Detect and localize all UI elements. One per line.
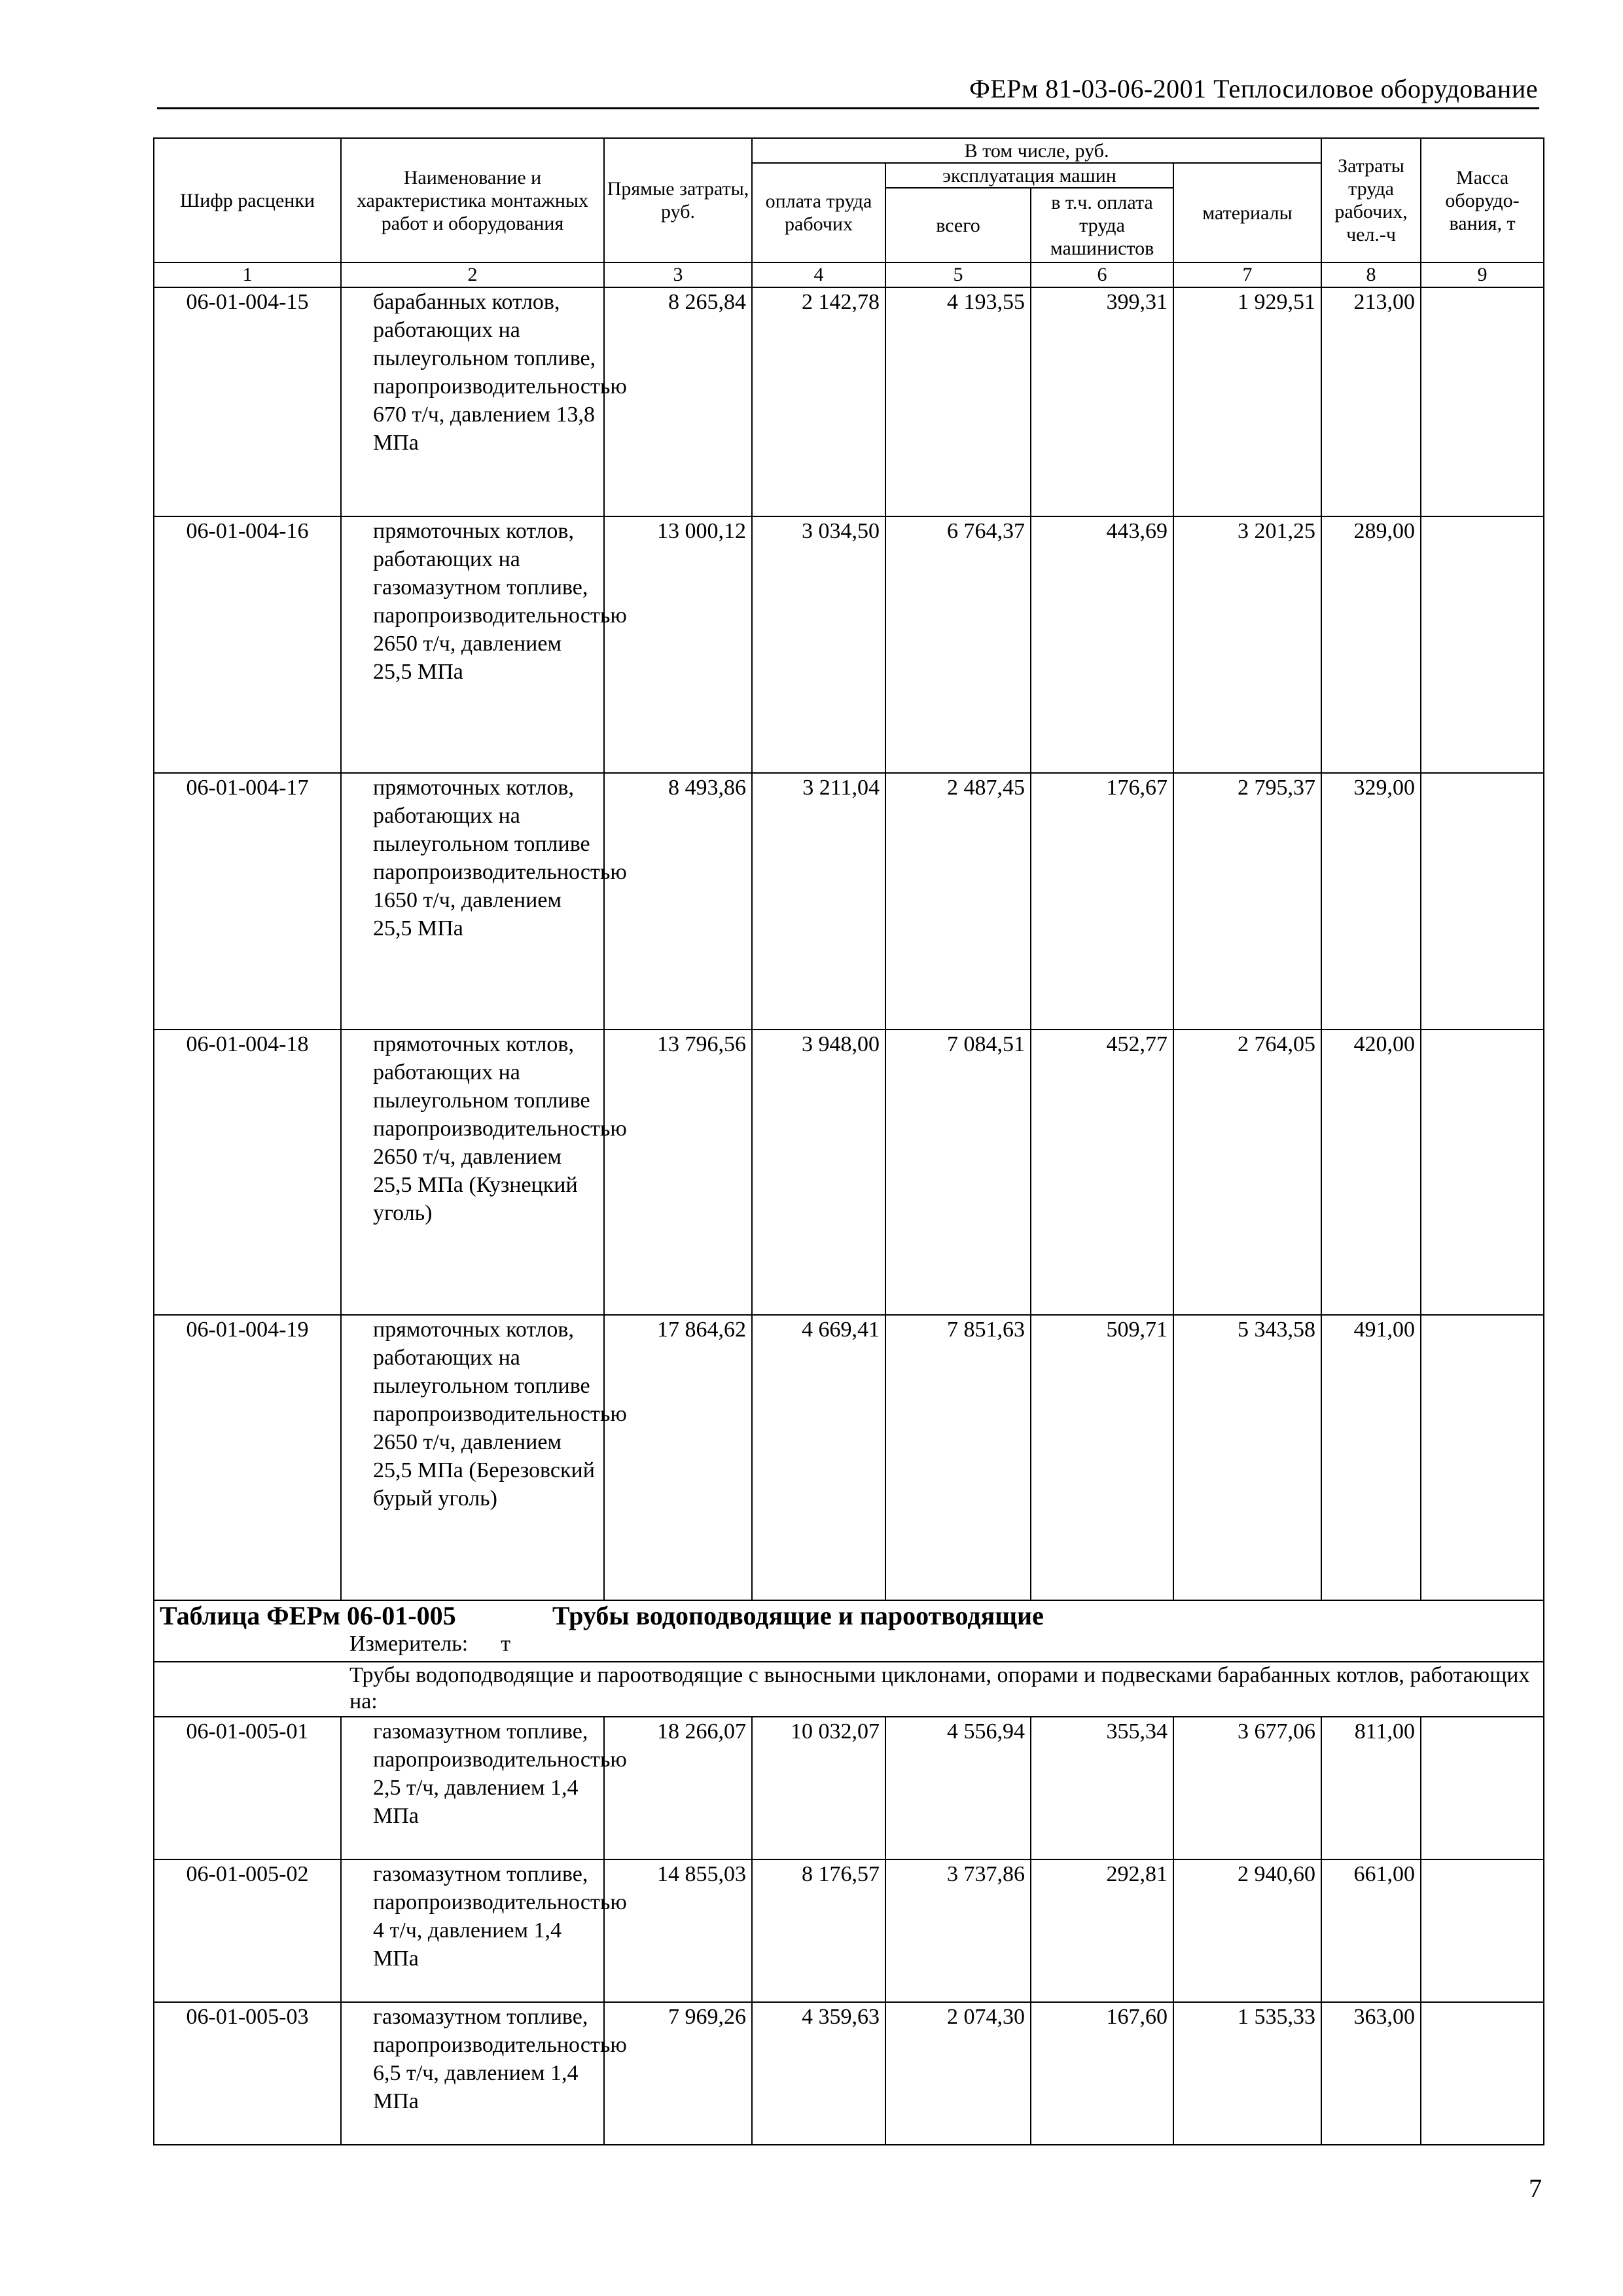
materials-cost: 5 343,58: [1173, 1315, 1321, 1600]
column-number: 9: [1421, 262, 1544, 287]
column-number: 6: [1031, 262, 1173, 287]
equipment-mass: [1421, 1315, 1544, 1600]
work-name: газомазутном топливе, паропроизводительностью 2,5 т/ч, давлением 1,4 МПа: [341, 1717, 604, 1859]
col-header-machinists: в т.ч. оплата труда машинистов: [1031, 188, 1173, 262]
running-head: ФЕРм 81-03-06-2001 Теплосиловое оборудование: [969, 74, 1538, 103]
materials-cost: 2 795,37: [1173, 773, 1321, 1030]
col-header-name: Наименование и характеристика монтажных работ и оборудования: [341, 138, 604, 262]
materials-cost: 1 535,33: [1173, 2002, 1321, 2145]
column-number-row: [154, 262, 1544, 287]
machine-cost: 2 487,45: [885, 773, 1031, 1030]
column-number: 1: [154, 262, 341, 287]
col-header-code: Шифр расценки: [154, 138, 341, 262]
machinist-pay: 292,81: [1031, 1859, 1173, 2002]
work-name: прямоточных котлов, работающих на газомазутном топливе, паропроизводительностью 2650 т/ч, давлением 25,5 МПа: [341, 516, 604, 773]
direct-cost: 8 493,86: [604, 773, 752, 1030]
col-header-labor: оплата труда рабочих: [752, 163, 885, 262]
equipment-mass: [1421, 516, 1544, 773]
work-name: газомазутном топливе, паропроизводительностью 4 т/ч, давлением 1,4 МПа: [341, 1859, 604, 2002]
col-header-direct: Прямые затраты, руб.: [604, 138, 752, 262]
rate-code: 06-01-004-17: [154, 773, 341, 1030]
machinist-pay: 399,31: [1031, 287, 1173, 516]
table-row: [154, 1717, 1544, 1859]
equipment-mass: [1421, 1717, 1544, 1859]
measure-label: Измеритель:: [349, 1632, 469, 1656]
machine-cost: 3 737,86: [885, 1859, 1031, 2002]
machinist-pay: 452,77: [1031, 1030, 1173, 1315]
col-header-mass: Масса оборудо-вания, т: [1421, 138, 1544, 262]
measure-unit: т: [501, 1632, 511, 1656]
machine-cost: 4 193,55: [885, 287, 1031, 516]
labor-hours: 213,00: [1321, 287, 1421, 516]
labor-hours: 289,00: [1321, 516, 1421, 773]
machinist-pay: 167,60: [1031, 2002, 1173, 2145]
work-name: прямоточных котлов, работающих на пылеугольном топливе паропроизводительностью 2650 т/ч, давлением 25,5 МПа (Березовский бурый уголь): [341, 1315, 604, 1600]
equipment-mass: [1421, 287, 1544, 516]
machine-cost: 4 556,94: [885, 1717, 1031, 1859]
column-number: 4: [752, 262, 885, 287]
column-number: 7: [1173, 262, 1321, 287]
direct-cost: 7 969,26: [604, 2002, 752, 2145]
col-header-hours: Затраты труда рабочих, чел.-ч: [1321, 138, 1421, 262]
work-name: барабанных котлов, работающих на пылеугольном топливе, паропроизводительностью 670 т/ч, давлением 13,8 МПа: [341, 287, 604, 516]
rate-code: 06-01-005-03: [154, 2002, 341, 2145]
table-name: Трубы водоподводящие и пароотводящие: [552, 1601, 1044, 1630]
labor-hours: 363,00: [1321, 2002, 1421, 2145]
direct-cost: 14 855,03: [604, 1859, 752, 2002]
table-row: [154, 773, 1544, 1030]
column-number: 3: [604, 262, 752, 287]
table-title: [154, 1601, 1543, 1631]
work-name: газомазутном топливе, паропроизводительностью 6,5 т/ч, давлением 1,4 МПа: [341, 2002, 604, 2145]
table-row: [154, 2002, 1544, 2145]
table-row: [154, 516, 1544, 773]
col-header-machine-op: эксплуатация машин: [885, 163, 1173, 188]
direct-cost: 13 796,56: [604, 1030, 752, 1315]
direct-cost: 17 864,62: [604, 1315, 752, 1600]
machine-cost: 6 764,37: [885, 516, 1031, 773]
materials-cost: 2 764,05: [1173, 1030, 1321, 1315]
labor-pay: 4 359,63: [752, 2002, 885, 2145]
labor-hours: 420,00: [1321, 1030, 1421, 1315]
labor-pay: 3 211,04: [752, 773, 885, 1030]
labor-hours: 329,00: [1321, 773, 1421, 1030]
equipment-mass: [1421, 773, 1544, 1030]
labor-hours: 811,00: [1321, 1717, 1421, 1859]
table-row: [154, 1315, 1544, 1600]
direct-cost: 8 265,84: [604, 287, 752, 516]
machinist-pay: 443,69: [1031, 516, 1173, 773]
table-description-row: [154, 1662, 1544, 1717]
labor-pay: 3 034,50: [752, 516, 885, 773]
column-number: 8: [1321, 262, 1421, 287]
materials-cost: 1 929,51: [1173, 287, 1321, 516]
direct-cost: 18 266,07: [604, 1717, 752, 1859]
machine-cost: 7 851,63: [885, 1315, 1031, 1600]
col-header-machine-total: всего: [885, 188, 1031, 262]
rate-code: 06-01-005-01: [154, 1717, 341, 1859]
machinist-pay: 176,67: [1031, 773, 1173, 1030]
measure-line: [154, 1631, 1543, 1657]
rate-code: 06-01-004-19: [154, 1315, 341, 1600]
col-header-including: В том числе, руб.: [752, 138, 1321, 163]
table-code: Таблица ФЕРм 06-01-005: [160, 1601, 456, 1630]
header-rule: [157, 107, 1539, 109]
equipment-mass: [1421, 2002, 1544, 2145]
labor-pay: 8 176,57: [752, 1859, 885, 2002]
machinist-pay: 355,34: [1031, 1717, 1173, 1859]
col-header-materials: материалы: [1173, 163, 1321, 262]
labor-hours: 661,00: [1321, 1859, 1421, 2002]
rate-code: 06-01-005-02: [154, 1859, 341, 2002]
machine-cost: 2 074,30: [885, 2002, 1031, 2145]
equipment-mass: [1421, 1030, 1544, 1315]
page-number: 7: [1529, 2174, 1542, 2203]
direct-cost: 13 000,12: [604, 516, 752, 773]
table-row: [154, 1859, 1544, 2002]
table-description: Трубы водоподводящие и пароотводящие с выносными циклонами, опорами и подвесками барабанных котлов, работающих на:: [154, 1662, 1544, 1717]
rate-code: 06-01-004-16: [154, 516, 341, 773]
materials-cost: 3 677,06: [1173, 1717, 1321, 1859]
machinist-pay: 509,71: [1031, 1315, 1173, 1600]
labor-pay: 3 948,00: [752, 1030, 885, 1315]
labor-pay: 2 142,78: [752, 287, 885, 516]
machine-cost: 7 084,51: [885, 1030, 1031, 1315]
table-title-row: [154, 1600, 1544, 1662]
rate-code: 06-01-004-15: [154, 287, 341, 516]
table-row: [154, 1030, 1544, 1315]
column-number: 5: [885, 262, 1031, 287]
rate-code: 06-01-004-18: [154, 1030, 341, 1315]
labor-pay: 4 669,41: [752, 1315, 885, 1600]
work-name: прямоточных котлов, работающих на пылеугольном топливе паропроизводительностью 1650 т/ч, давлением 25,5 МПа: [341, 773, 604, 1030]
norms-table: [153, 137, 1544, 2145]
materials-cost: 2 940,60: [1173, 1859, 1321, 2002]
column-number: 2: [341, 262, 604, 287]
labor-hours: 491,00: [1321, 1315, 1421, 1600]
equipment-mass: [1421, 1859, 1544, 2002]
labor-pay: 10 032,07: [752, 1717, 885, 1859]
table-row: [154, 287, 1544, 516]
work-name: прямоточных котлов, работающих на пылеугольном топливе паропроизводительностью 2650 т/ч, давлением 25,5 МПа (Кузнецкий уголь): [341, 1030, 604, 1315]
materials-cost: 3 201,25: [1173, 516, 1321, 773]
